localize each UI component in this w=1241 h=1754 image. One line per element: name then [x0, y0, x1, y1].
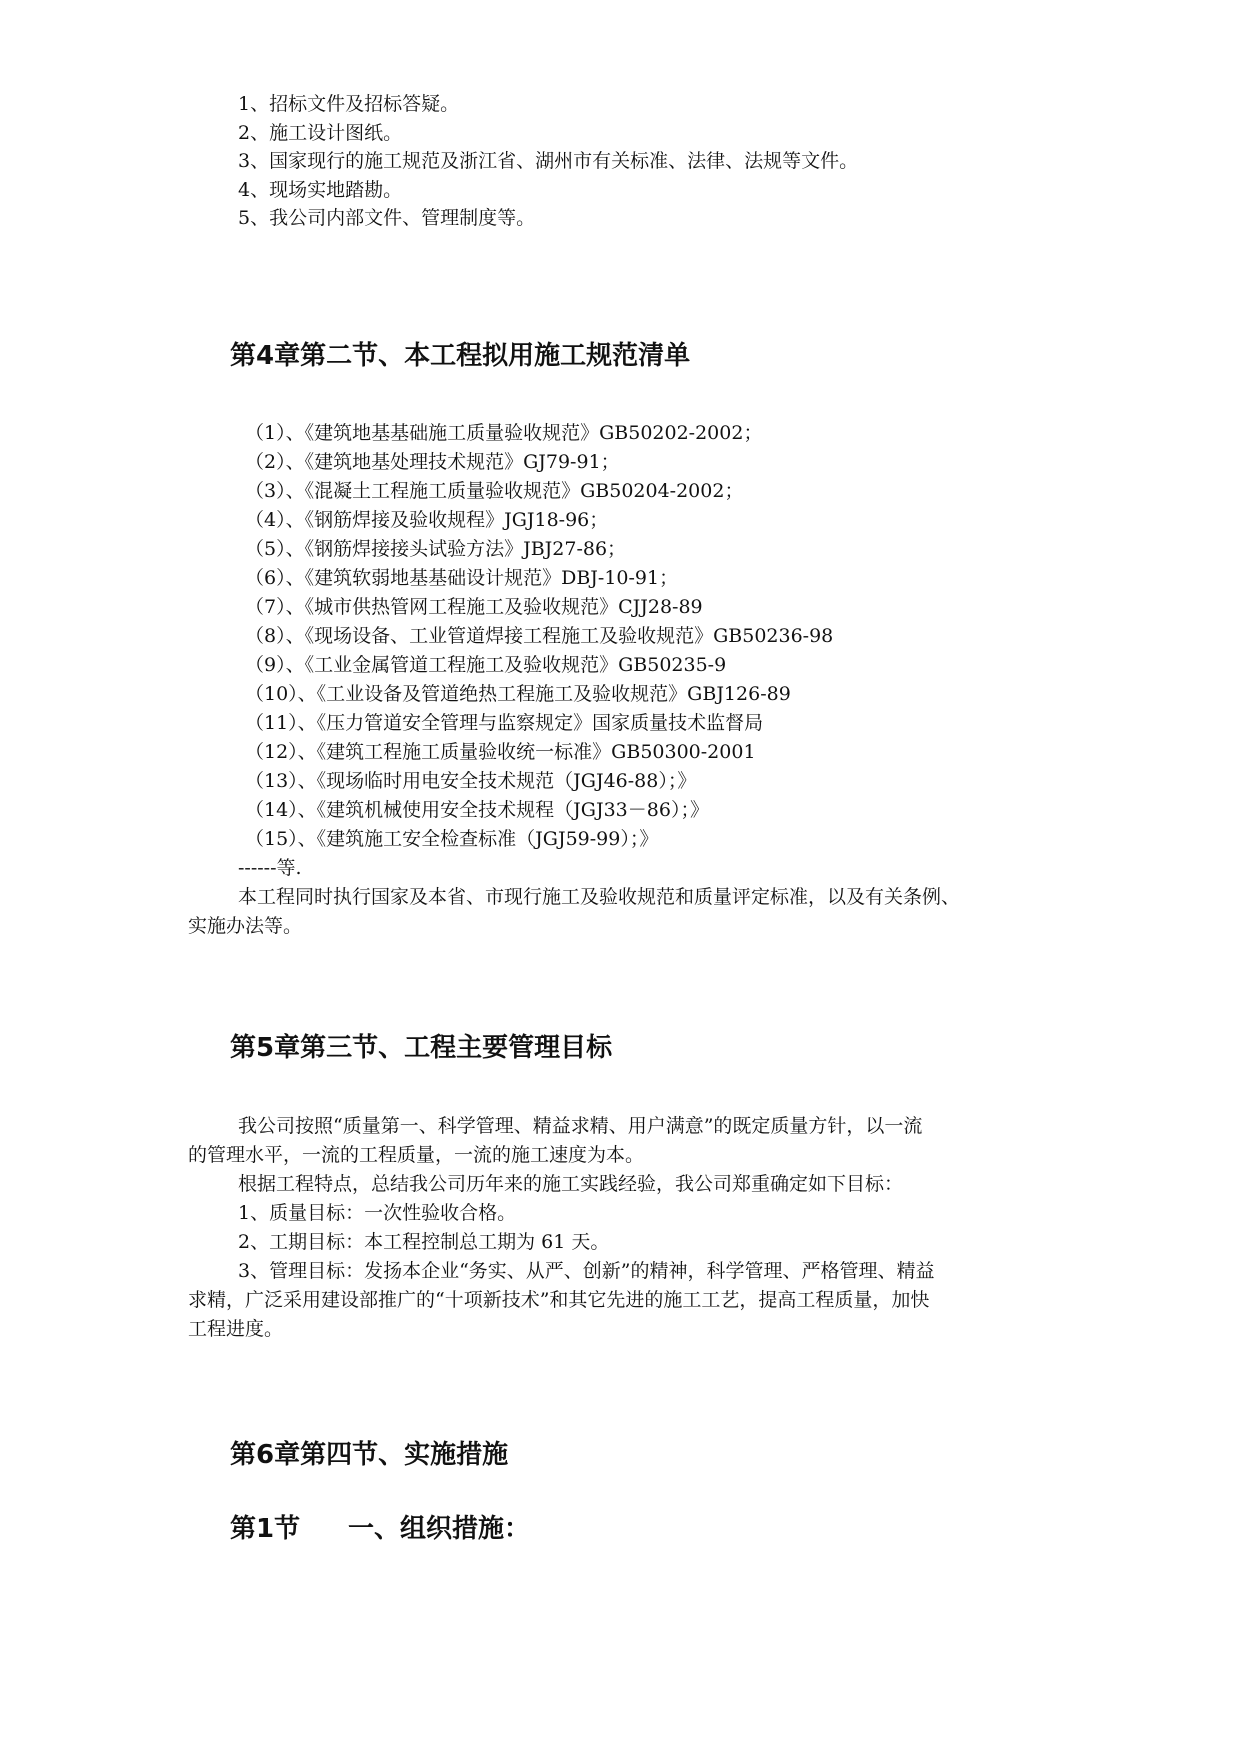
spec-item-7: （7）、《城市供热管网工程施工及验收规范》CJJ28-89	[245, 596, 703, 618]
basis-item-3: 3、国家现行的施工规范及浙江省、湖州市有关标准、法律、法规等文件。	[238, 150, 859, 172]
section1-heading	[230, 1512, 530, 1546]
goal-schedule: 2、工期目标：本工程控制总工期为 61 天。	[238, 1231, 610, 1253]
spec-item-4: （4）、《钢筋焊接及验收规程》JGJ18-96；	[245, 509, 609, 531]
spec-item-2: （2）、《建筑地基处理技术规范》GJ79-91；	[245, 451, 620, 473]
spec-item-10: （10）、《工业设备及管道绝热工程施工及验收规范》GBJ126-89	[245, 683, 791, 705]
spec-item-1: （1）、《建筑地基基础施工质量验收规范》GB50202-2002；	[245, 422, 763, 444]
chapter5-policy-line2: 的管理水平，一流的工程质量，一流的施工速度为本。	[188, 1144, 645, 1166]
chapter4-note-line1: 本工程同时执行国家及本省、市现行施工及验收规范和质量评定标准，以及有关条例、	[238, 886, 961, 908]
spec-item-5: （5）、《钢筋焊接接头试验方法》JBJ27-86；	[245, 538, 627, 560]
basis-item-5: 5、我公司内部文件、管理制度等。	[238, 207, 536, 229]
chapter5-policy-line1: 我公司按照“质量第一、科学管理、精益求精、用户满意”的既定质量方针，以一流	[238, 1115, 923, 1137]
chapter4-heading: 第4章第二节、本工程拟用施工规范清单	[230, 341, 691, 371]
chapter6-heading: 第6章第四节、实施措施	[230, 1440, 509, 1470]
section1-title: 一、组织措施：	[348, 1514, 531, 1544]
spec-etc: ------等.	[238, 857, 302, 879]
spec-item-8: （8）、《现场设备、工业管道焊接工程施工及验收规范》GB50236-98	[245, 625, 834, 647]
spec-item-14: （14）、《建筑机械使用安全技术规程（JGJ33－86）；》	[245, 799, 709, 821]
spec-item-11: （11）、《压力管道安全管理与监察规定》国家质量技术监督局	[245, 712, 764, 734]
chapter4-note-line2: 实施办法等。	[188, 915, 303, 937]
basis-item-4: 4、现场实地踏勘。	[238, 179, 403, 201]
goal-quality: 1、质量目标：一次性验收合格。	[238, 1202, 517, 1224]
chapter5-intro: 根据工程特点，总结我公司历年来的施工实践经验，我公司郑重确定如下目标：	[238, 1173, 904, 1195]
goal-management-line2: 求精，广泛采用建设部推广的“十项新技术”和其它先进的施工工艺，提高工程质量，加快	[188, 1289, 930, 1311]
spec-item-13: （13）、《现场临时用电安全技术规范（JGJ46-88）；》	[245, 770, 697, 792]
basis-item-1: 1、招标文件及招标答疑。	[238, 93, 460, 115]
goal-management-line1: 3、管理目标：发扬本企业“务实、从严、创新”的精神，科学管理、严格管理、精益	[238, 1260, 935, 1282]
spec-item-12: （12）、《建筑工程施工质量验收统一标准》GB50300-2001	[245, 741, 756, 763]
basis-item-2: 2、施工设计图纸。	[238, 122, 403, 144]
goal-management-line3: 工程进度。	[188, 1318, 284, 1340]
chapter5-heading: 第5章第三节、工程主要管理目标	[230, 1033, 613, 1063]
spec-item-3: （3）、《混凝土工程施工质量验收规范》GB50204-2002；	[245, 480, 744, 502]
spec-item-9: （9）、《工业金属管道工程施工及验收规范》GB50235-9	[245, 654, 727, 676]
spec-item-15: （15）、《建筑施工安全检查标准（JGJ59-99）；》	[245, 828, 659, 850]
section1-label: 第1节	[230, 1514, 301, 1544]
spec-item-6: （6）、《建筑软弱地基基础设计规范》DBJ-10-91；	[245, 567, 679, 589]
